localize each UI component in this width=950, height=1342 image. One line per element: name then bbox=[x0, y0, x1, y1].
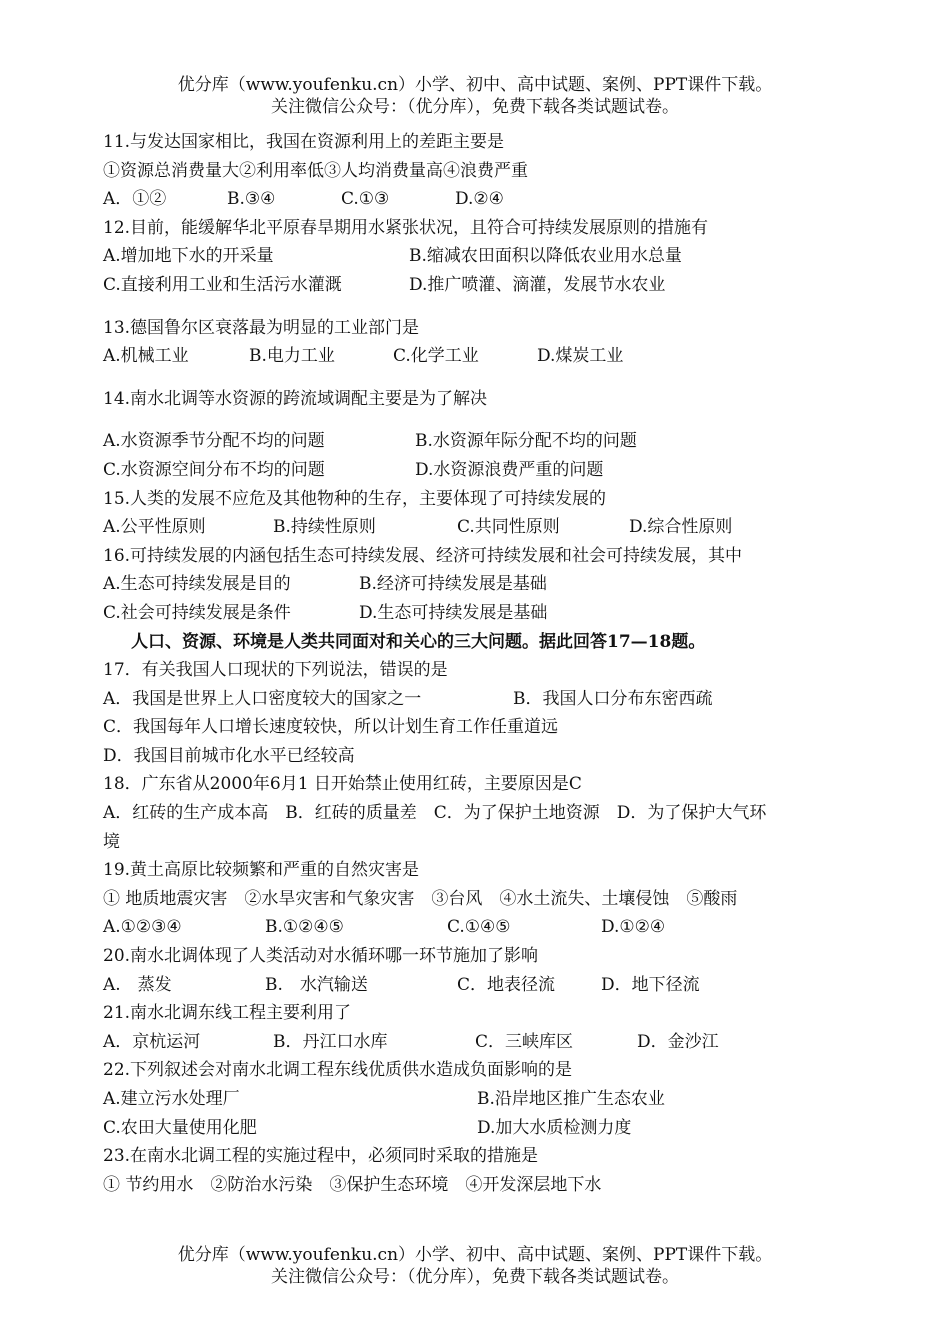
q18-options: A．红砖的生产成本高 B．红砖的质量差 C．为了保护土地资源 D．为了保护大气环 bbox=[103, 803, 767, 824]
option-b: B.经济可持续发展是基础 bbox=[359, 574, 547, 595]
q15-options bbox=[103, 513, 863, 542]
page-footer bbox=[0, 1244, 950, 1288]
q12-options-cd bbox=[103, 271, 863, 300]
q23-items: ① 节约用水 ②防治水污染 ③保护生态环境 ④开发深层地下水 bbox=[103, 1174, 602, 1195]
option-d: D.加大水质检测力度 bbox=[477, 1117, 632, 1138]
q13-stem: 13.德国鲁尔区衰落最为明显的工业部门是 bbox=[103, 317, 420, 338]
option-a: A.①②③④ bbox=[103, 917, 182, 938]
option-a: A. 蒸发 bbox=[103, 974, 172, 995]
option-d: D.①②④ bbox=[601, 917, 666, 938]
option-b: B．丹江口水库 bbox=[273, 1031, 388, 1052]
option-d: D．金沙江 bbox=[637, 1031, 719, 1052]
q16-options-cd bbox=[103, 599, 863, 628]
q15-stem: 15.人类的发展不应危及其他物种的生存，主要体现了可持续发展的 bbox=[103, 488, 607, 509]
option-b: B.③④ bbox=[227, 189, 276, 210]
option-c: C.直接利用工业和生活污水灌溉 bbox=[103, 274, 342, 295]
option-c: C.①④⑤ bbox=[447, 917, 511, 938]
option-c: C.化学工业 bbox=[393, 346, 479, 367]
option-a: A.增加地下水的开采量 bbox=[103, 246, 274, 267]
q19-items: ① 地质地震灾害 ②水旱灾害和气象灾害 ③台风 ④水土流失、土壤侵蚀 ⑤酸雨 bbox=[103, 888, 738, 909]
q19-options bbox=[103, 913, 863, 942]
option-d: D.推广喷灌、滴灌，发展节水农业 bbox=[409, 274, 666, 295]
option-c: C.共同性原则 bbox=[457, 517, 560, 538]
q20-stem: 20.南水北调体现了人类活动对水循环哪一环节施加了影响 bbox=[103, 946, 539, 967]
option-b: B.缩减农田面积以降低农业用水总量 bbox=[409, 246, 682, 267]
q13-options bbox=[103, 342, 863, 371]
q12-stem: 12.目前，能缓解华北平原春旱期用水紧张状况，且符合可持续发展原则的措施有 bbox=[103, 217, 709, 238]
q19-stem: 19.黄土高原比较频繁和严重的自然灾害是 bbox=[103, 860, 420, 881]
section-intro: 人口、资源、环境是人类共同面对和关心的三大问题。据此回答17—18题。 bbox=[131, 631, 706, 652]
q18-options-continued: 境 bbox=[103, 831, 120, 852]
option-d: D．地下径流 bbox=[601, 974, 700, 995]
q16-stem: 16.可持续发展的内涵包括生态可持续发展、经济可持续发展和社会可持续发展，其中 bbox=[103, 545, 743, 566]
option-d: D.综合性原则 bbox=[629, 517, 733, 538]
option-b: B. 水汽输送 bbox=[265, 974, 368, 995]
q17-option-d: D．我国目前城市化水平已经较高 bbox=[103, 745, 355, 766]
option-a: A．我国是世界上人口密度较大的国家之一 bbox=[103, 688, 422, 709]
q14-options-cd bbox=[103, 456, 863, 485]
q23-stem: 23.在南水北调工程的实施过程中，必须同时采取的措施是 bbox=[103, 1146, 539, 1167]
option-c: C.①③ bbox=[341, 189, 390, 210]
question-list bbox=[103, 128, 863, 1199]
q11-items: ①资源总消费量大②利用率低③人均消费量高④浪费严重 bbox=[103, 160, 528, 181]
option-a: A.水资源季节分配不均的问题 bbox=[103, 431, 325, 452]
option-a: A.生态可持续发展是目的 bbox=[103, 574, 291, 595]
option-a: A．①② bbox=[103, 189, 167, 210]
footer-line-2: 关注微信公众号：（优分库），免费下载各类试题试卷。 bbox=[271, 1267, 679, 1287]
option-b: B.水资源年际分配不均的问题 bbox=[415, 431, 637, 452]
q22-options-cd bbox=[103, 1114, 863, 1143]
q20-options bbox=[103, 971, 863, 1000]
q21-options bbox=[103, 1028, 863, 1057]
option-d: D.②④ bbox=[455, 189, 504, 210]
option-d: D.生态可持续发展是基础 bbox=[359, 602, 548, 623]
q14-stem: 14.南水北调等水资源的跨流域调配主要是为了解决 bbox=[103, 388, 488, 409]
q22-options-ab bbox=[103, 1085, 863, 1114]
option-a: A.建立污水处理厂 bbox=[103, 1089, 240, 1109]
option-a: A.公平性原则 bbox=[103, 517, 206, 538]
option-b: B.①②④⑤ bbox=[265, 917, 344, 938]
option-c: C.农田大量使用化肥 bbox=[103, 1117, 257, 1138]
q17-option-c: C．我国每年人口增长速度较快，所以计划生育工作任重道远 bbox=[103, 717, 559, 738]
option-c: C.水资源空间分布不均的问题 bbox=[103, 459, 325, 480]
page-header bbox=[0, 74, 950, 118]
option-d: D.水资源浪费严重的问题 bbox=[415, 459, 604, 480]
header-line-2: 关注微信公众号：（优分库），免费下载各类试题试卷。 bbox=[271, 97, 679, 117]
header-line-1: 优分库（www.youfenku.cn）小学、初中、高中试题、案例、PPT课件下载。 bbox=[177, 75, 773, 95]
option-d: D.煤炭工业 bbox=[537, 346, 624, 367]
q21-stem: 21.南水北调东线工程主要利用了 bbox=[103, 1003, 352, 1024]
q11-stem: 11.与发达国家相比，我国在资源利用上的差距主要是 bbox=[103, 132, 505, 152]
option-b: B.电力工业 bbox=[249, 346, 335, 367]
q16-options-ab bbox=[103, 570, 863, 599]
q11-options bbox=[103, 185, 863, 214]
q14-options-ab bbox=[103, 427, 863, 456]
option-a: A．京杭运河 bbox=[103, 1031, 201, 1052]
option-c: C．地表径流 bbox=[457, 974, 556, 995]
option-c: C．三峡库区 bbox=[475, 1031, 574, 1052]
option-a: A.机械工业 bbox=[103, 346, 189, 367]
option-b: B.持续性原则 bbox=[273, 517, 376, 538]
q18-stem: 18．广东省从2000年6月1 日开始禁止使用红砖，主要原因是C bbox=[103, 774, 582, 795]
q22-stem: 22.下列叙述会对南水北调工程东线优质供水造成负面影响的是 bbox=[103, 1060, 573, 1081]
q17-stem: 17．有关我国人口现状的下列说法，错误的是 bbox=[103, 660, 448, 681]
footer-line-1: 优分库（www.youfenku.cn）小学、初中、高中试题、案例、PPT课件下载。 bbox=[177, 1245, 773, 1265]
option-b: B．我国人口分布东密西疏 bbox=[513, 688, 713, 709]
option-c: C.社会可持续发展是条件 bbox=[103, 602, 291, 623]
q12-options-ab bbox=[103, 242, 863, 271]
q17-options-ab bbox=[103, 685, 863, 714]
option-b: B.沿岸地区推广生态农业 bbox=[477, 1089, 665, 1109]
